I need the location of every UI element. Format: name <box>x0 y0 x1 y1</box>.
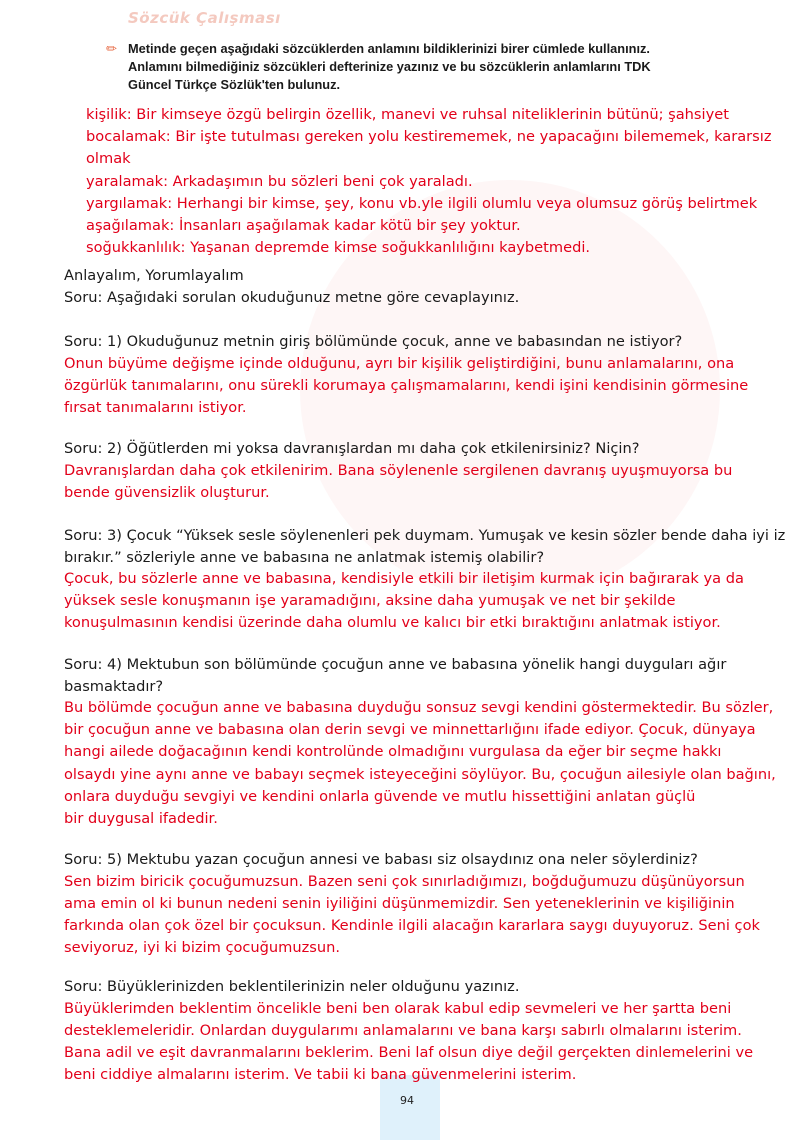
vocab-line: yaralamak: Arkadaşımın bu sözleri beni çok yaraladı. <box>86 172 473 190</box>
answer-line: seviyoruz, iyi ki bizim çocuğumuzsun. <box>64 939 341 957</box>
qa-block-4 <box>64 654 786 830</box>
pencil-icon: ✏ <box>106 42 117 57</box>
instruction-line: Metinde geçen aşağıdaki sözcüklerden anlamını bildiklerinizi birer cümlede kullanınız. <box>128 41 650 56</box>
answer-line: beni ciddiye almalarını isterim. Ve tabii ki bana güvenmelerini isterim. <box>64 1066 577 1084</box>
vocab-line: yargılamak: Herhangi bir kimse, şey, konu vb.yle ilgili olumlu veya olumsuz görüş belirtmek <box>86 194 758 212</box>
answer-line: Çocuk, bu sözlerle anne ve babasına, kendisiyle etkili bir iletişim kurmak için bağırarak ya da <box>64 570 744 587</box>
question-line: Soru: 3) Çocuk “Yüksek sesle söylenenleri pek duymam. Yumuşak ve kesin sözler bende daha iyi iz <box>64 527 786 544</box>
question-line: Soru: 2) Öğütlerden mi yoksa davranışlardan mı daha çok etkilenirsiniz? Niçin? <box>64 440 640 457</box>
qa-block-6 <box>64 976 786 1086</box>
qa-block-3 <box>64 525 786 635</box>
intro-question: Soru: Aşağıdaki sorulan okuduğunuz metne göre cevaplayınız. <box>64 288 520 306</box>
question-line: bırakır.” sözleriyle anne ve babasına ne anlatmak istemiş olabilir? <box>64 548 545 566</box>
answer-line: onlara duyduğu sevgiyi ve kendini onlarla güvende ve mutlu hissettiğini anlatan güçlü <box>64 787 696 805</box>
question-line: Soru: 5) Mektubu yazan çocuğun annesi ve babası siz olsaydınız ona neler söylerdiniz? <box>64 851 698 868</box>
answer-line: desteklemeleridir. Onlardan duygularımı anlamalarını ve bana karşı sabırlı olmalarını isterim. <box>64 1021 742 1039</box>
answer-line: farkında olan çok özel bir çocuksun. Kendinle ilgili alacağın kararlara saygı duyuyoruz. Seni çok <box>64 916 760 934</box>
section-title: Sözcük Çalışması <box>128 9 281 27</box>
instruction-text <box>128 40 728 94</box>
answer-line: bir çocuğun anne ve babasına olan derin sevgi ve minnettarlığını ifade ediyor. Çocuk, dünyaya <box>64 721 756 739</box>
instruction-line: Güncel Türkçe Sözlük'ten bulunuz. <box>128 77 341 92</box>
answer-line: Büyüklerimden beklentim öncelikle beni ben olarak kabul edip sevmeleri ve her şartta beni <box>64 999 732 1017</box>
question-line: Soru: 1) Okuduğunuz metnin giriş bölümünde çocuk, anne ve babasından ne istiyor? <box>64 333 683 350</box>
question-line: Soru: 4) Mektubun son bölümünde çocuğun anne ve babasına yönelik hangi duyguları ağır <box>64 656 727 673</box>
qa-block-1 <box>64 331 786 419</box>
answer-line: konuşulmasının kendisi üzerinde daha olumlu ve kalıcı bir etki bıraktığını anlatmak istiyor. <box>64 614 721 632</box>
vocab-line: bocalamak: Bir işte tutulması gereken yolu kestirememek, ne yapacağını bilememek, kararsız <box>86 128 772 146</box>
answer-line: özgürlük tanımalarını, onu sürekli korumaya çalışmamalarını, kendi işini kendisinin görmesine <box>64 376 749 394</box>
intro-block <box>64 265 786 308</box>
answer-line: Sen bizim biricik çocuğumuzsun. Bazen seni çok sınırladığımızı, boğduğumuzu düşünüyorsun <box>64 872 745 890</box>
answer-line: Bu bölümde çocuğun anne ve babasına duyduğu sonsuz sevgi kendini göstermektedir. Bu sözler, <box>64 699 774 716</box>
answer-line: fırsat tanımalarını istiyor. <box>64 398 247 416</box>
vocab-line: aşağılamak: İnsanları aşağılamak kadar kötü bir şey yoktur. <box>86 217 521 235</box>
answer-line: ama emin ol ki bunun nedeni senin iyiliğini düşünmemizdir. Sen yeteneklerinin ve kişiliğinin <box>64 894 735 912</box>
answer-line: bende güvensizlik oluşturur. <box>64 483 270 501</box>
answer-line: yüksek sesle konuşmanın işe yaramadığını, aksine daha yumuşak ve net bir şekilde <box>64 592 676 610</box>
qa-block-2 <box>64 438 786 504</box>
answer-line: Davranışlardan daha çok etkilenirim. Bana söylenenle sergilenen davranış uyuşmuyorsa bu <box>64 461 733 479</box>
answer-line: Bana adil ve eşit davranmalarını beklerim. Beni laf olsun diye değil gerçekten dinlemelerini ve <box>64 1043 754 1061</box>
page-number: 94 <box>400 1094 414 1107</box>
question-line: basmaktadır? <box>64 677 164 695</box>
qa-block-5 <box>64 849 786 959</box>
answer-line: hangi ailede doğacağının kendi kontrolünde olmadığını vurgulasa da eğer bir seçme hakkı <box>64 743 722 761</box>
vocab-line: olmak <box>86 150 131 168</box>
answer-line: Onun büyüme değişme içinde olduğunu, ayrı bir kişilik geliştirdiğini, bunu anlamalarını, ona <box>64 354 735 372</box>
vocab-line: soğukkanlılık: Yaşanan depremde kimse soğukkanlılığını kaybetmedi. <box>86 239 591 257</box>
question-line: Soru: Büyüklerinizden beklentilerinizin neler olduğunu yazınız. <box>64 978 520 995</box>
vocab-line: kişilik: Bir kimseye özgü belirgin özellik, manevi ve ruhsal niteliklerinin bütünü; şahsiyet <box>86 106 729 123</box>
instruction-line: Anlamını bilmediğiniz sözcükleri defterinize yazınız ve bu sözcüklerin anlamlarını TDK <box>128 59 651 74</box>
answer-line: bir duygusal ifadedir. <box>64 810 218 828</box>
answer-line: olsaydı yine aynı anne ve babayı seçmek isteyeceğini söylüyor. Bu, çocuğun ailesiyle olan bağını, <box>64 765 776 783</box>
vocabulary-answers <box>86 104 786 259</box>
subsection-heading: Anlayalım, Yorumlayalım <box>64 267 244 284</box>
